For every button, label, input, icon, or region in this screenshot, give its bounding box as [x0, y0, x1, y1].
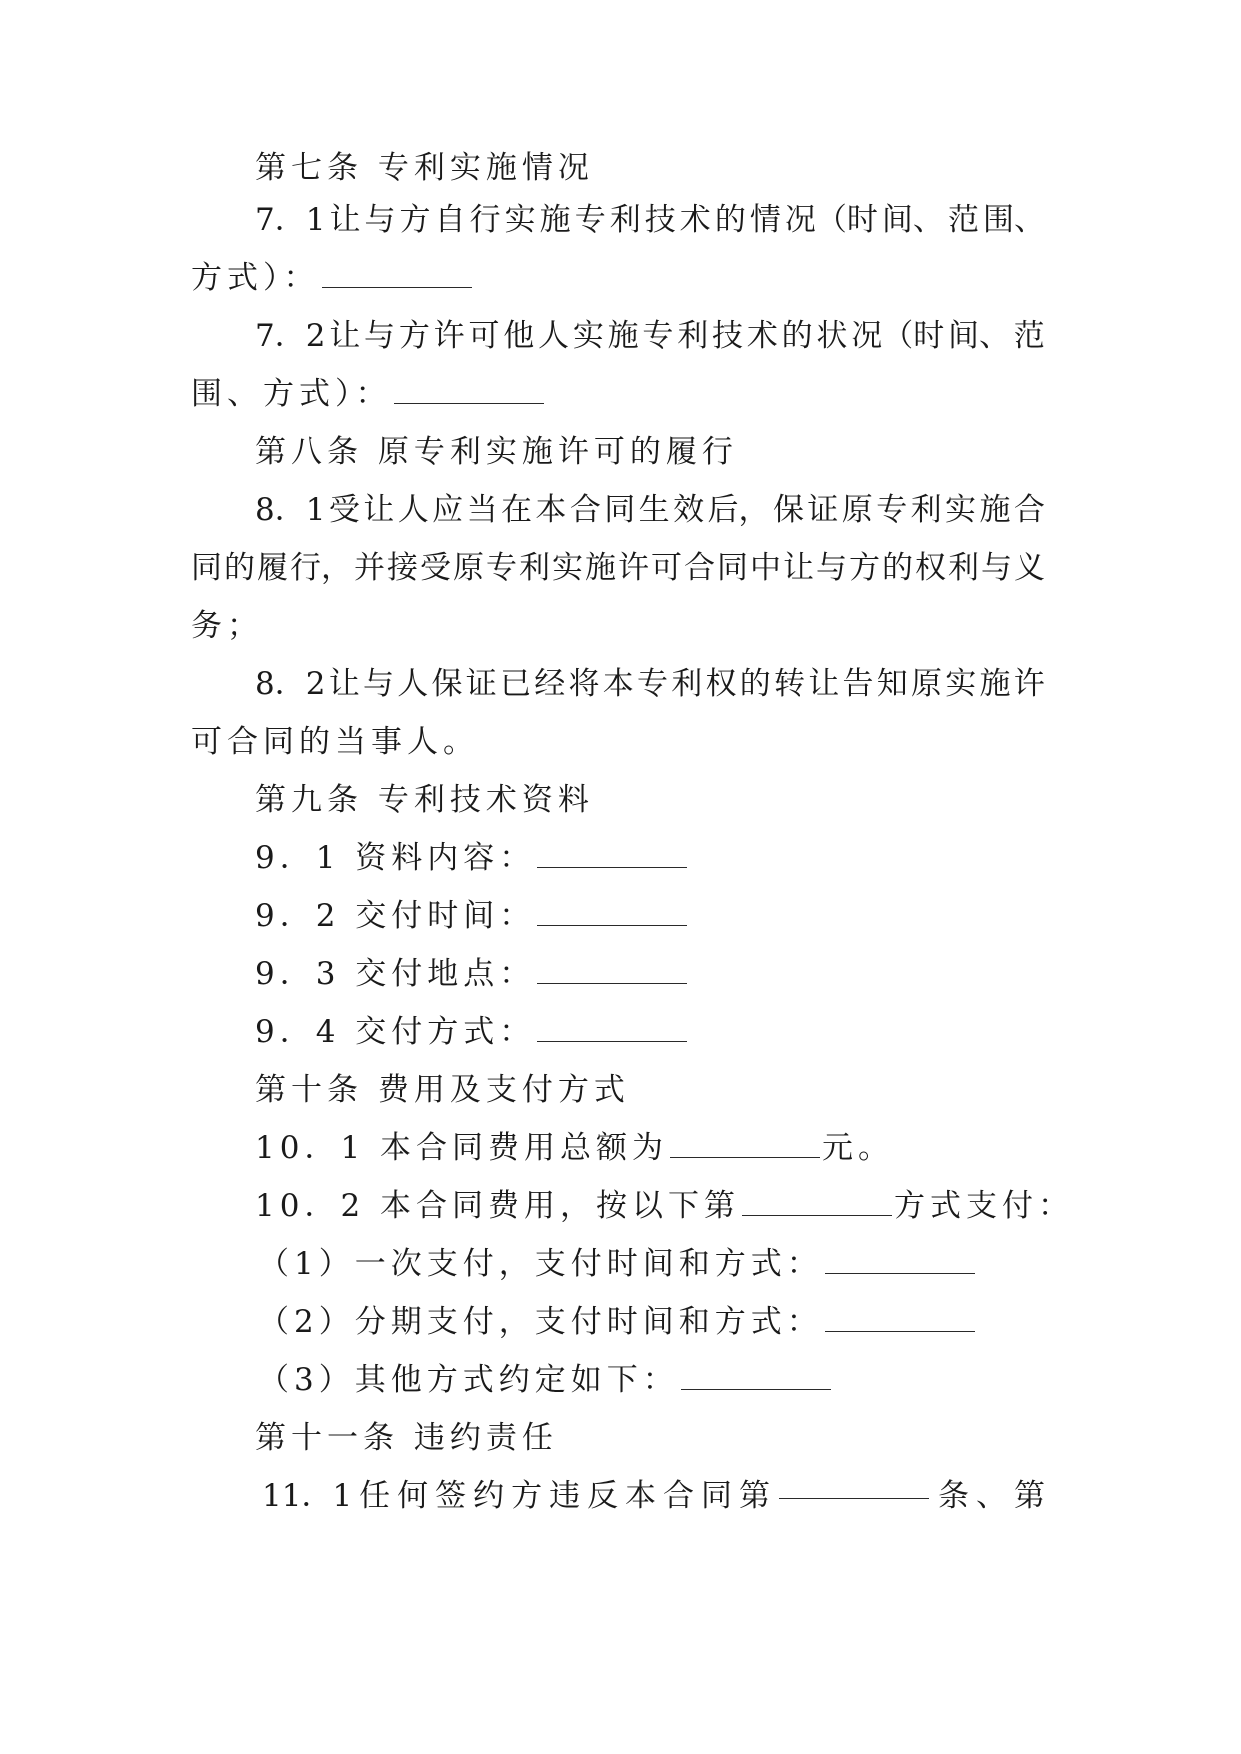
article-9-title: 第九条 专利技术资料: [255, 782, 594, 818]
article-8-1-cont: 同 的 履 行， 并 接 受 原 专 利 实 施 许 可 合 同 中 让 与 方 的 权 利 与 义: [191, 550, 1045, 586]
fill-blank: [537, 1019, 687, 1042]
article-7-1-line: 7．1 让 与 方 自 行 实 施 专 利 技 术 的 情 况（时 间、 范 围、: [255, 202, 1045, 238]
fill-blank: [825, 1251, 975, 1274]
fill-blank: [537, 903, 687, 926]
article-8-2-line: 8．2 让 与 人 保 证 已 经 将 本 专 利 权 的 转 让 告 知 原 实 施 许: [255, 666, 1045, 702]
fill-blank: [394, 381, 544, 404]
article-9-1: 9．1 资料内容：: [255, 838, 689, 878]
article-10-option-1: （1）一次支付，支付时间和方式：: [258, 1244, 977, 1284]
article-9-3: 9．3 交付地点：: [255, 954, 689, 994]
article-10-1: 10．1 本合同费用总额为 元。: [255, 1130, 895, 1166]
article-10-option-3: （3）其他方式约定如下：: [258, 1360, 833, 1400]
article-8-2-cont: 可合同的当事人。: [191, 724, 479, 760]
article-10-2: 10．2 本合同费用，按以下第 方式支付：: [255, 1188, 1075, 1224]
article-11-title: 第十一条 违约责任: [255, 1420, 558, 1456]
fill-blank: [537, 961, 687, 984]
article-7-title: 第七条 专利实施情况: [255, 150, 594, 186]
article-7-2-cont: 围、方式）：: [191, 374, 546, 414]
article-9-4: 9．4 交付方式：: [255, 1012, 689, 1052]
article-8-1-line: 8．1 受 让 人 应 当 在 本 合 同 生 效 后， 保 证 原 专 利 实 施 合: [255, 492, 1045, 528]
article-10-title: 第十条 费用及支付方式: [255, 1072, 630, 1108]
fill-blank: [322, 265, 472, 288]
article-10-option-2: （2）分期支付，支付时间和方式：: [258, 1302, 977, 1342]
article-11-1-line: 11．1 任 何 签 约 方 违 反 本 合 同 第 条 、 第: [262, 1478, 1045, 1514]
fill-blank: [681, 1367, 831, 1390]
article-7-2-line: 7．2 让 与 方 许 可 他 人 实 施 专 利 技 术 的 状 况（时 间、 范: [255, 318, 1045, 354]
article-8-title: 第八条 原专利实施许可的履行: [255, 434, 738, 470]
article-8-1-end: 务；: [191, 608, 263, 644]
fill-blank: [537, 845, 687, 868]
fill-blank: [742, 1193, 892, 1216]
fill-blank: [670, 1135, 820, 1158]
fill-blank: [779, 1476, 929, 1499]
article-7-1-cont: 方式）：: [191, 258, 474, 298]
article-9-2: 9．2 交付时间：: [255, 896, 689, 936]
fill-blank: [825, 1309, 975, 1332]
